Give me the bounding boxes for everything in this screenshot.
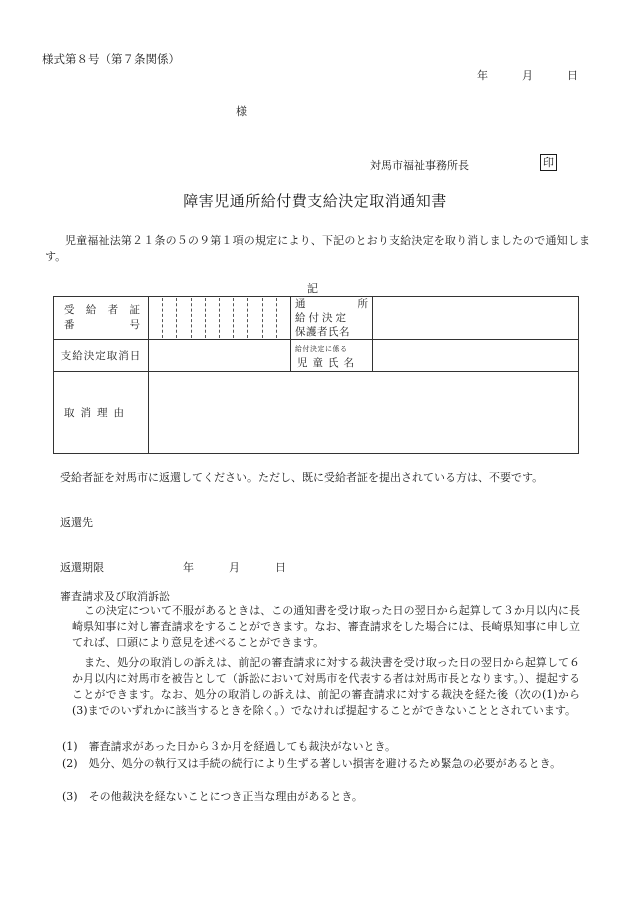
date-month-label: 月	[522, 69, 533, 82]
intro-paragraph: 児童福祉法第２１条の５の９第１項の規定により、下記のとおり支給決定を取り消しましたので通知します。	[45, 234, 590, 263]
deadline-year: 年	[183, 561, 194, 574]
child-name-field[interactable]	[373, 340, 579, 372]
appeal-paragraph-1: この決定について不服があるときは、この通知書を受け取った日の翌日から起算して３か月以内に長崎県知事に対し審査請求をすることができます。なお、審査請求をした場合には、長崎県知事に申し立てれば、口頭により意見を述べることができます。	[72, 604, 580, 649]
return-deadline	[60, 559, 286, 575]
date-year-label: 年	[477, 69, 488, 82]
notice-table	[53, 296, 579, 454]
seal-mark: 印	[540, 154, 557, 171]
guardian-name-field[interactable]	[373, 297, 579, 340]
appeal-heading: 審査請求及び取消訴訟	[60, 590, 170, 603]
appeal-item-3: (3) その他裁決を経ないことにつき正当な理由があるとき。	[62, 790, 363, 803]
appeal-paragraph-2: また、処分の取消しの訴えは、前記の審査請求に対する裁決書を受け取った日の翌日から起算して６か月以内に対馬市を被告として（訴訟において対馬市を代表する者は対馬市長となります。）、提起することができます。なお、処分の取消しの訴えは、前記の審査請求に対する裁決を経た後（次の(1)から(3)までのいずれかに該当するときを除く。）でなければ提起することができないこととされています。	[72, 656, 580, 717]
deadline-month: 月	[229, 561, 240, 574]
return-note: 受給者証を対馬市に返還してください。ただし、既に受給者証を提出されている方は、不要です。	[60, 471, 544, 484]
reason-field[interactable]	[149, 372, 579, 454]
child-name-label: 給付決定に係る 児童氏名	[291, 340, 373, 372]
form-number: 様式第８号（第７条関係）	[42, 52, 180, 66]
deadline-day: 日	[275, 561, 286, 574]
return-to-label: 返還先	[60, 516, 93, 529]
table-row	[54, 340, 579, 372]
document-title: 障害児通所給付費支給決定取消通知書	[183, 192, 447, 210]
cert-number-label: 受 給 者 証 番 号	[54, 297, 149, 340]
deadline-label: 返還期限	[60, 561, 104, 574]
ki-marker: 記	[307, 282, 318, 295]
issue-date	[477, 67, 578, 83]
date-day-label: 日	[567, 69, 578, 82]
issuer-name: 対馬市福祉事務所長	[370, 159, 469, 172]
table-row	[54, 372, 579, 454]
table-row	[54, 297, 579, 340]
appeal-item-1: (1) 審査請求があった日から３か月を経過しても裁決がないとき。	[62, 740, 397, 753]
cancel-date-field[interactable]	[149, 340, 291, 372]
guardian-name-label: 通 所 給付決定 保護者氏名	[291, 297, 373, 340]
cancel-date-label: 支給決定取消日	[54, 340, 149, 372]
addressee-suffix: 様	[236, 105, 247, 118]
appeal-item-2: (2) 処分、処分の執行又は手続の続行により生ずる著しい損害を避けるため緊急の必要があるとき。	[62, 757, 562, 770]
cert-number-field[interactable]	[149, 297, 291, 340]
reason-label: 取消理由	[54, 372, 149, 454]
